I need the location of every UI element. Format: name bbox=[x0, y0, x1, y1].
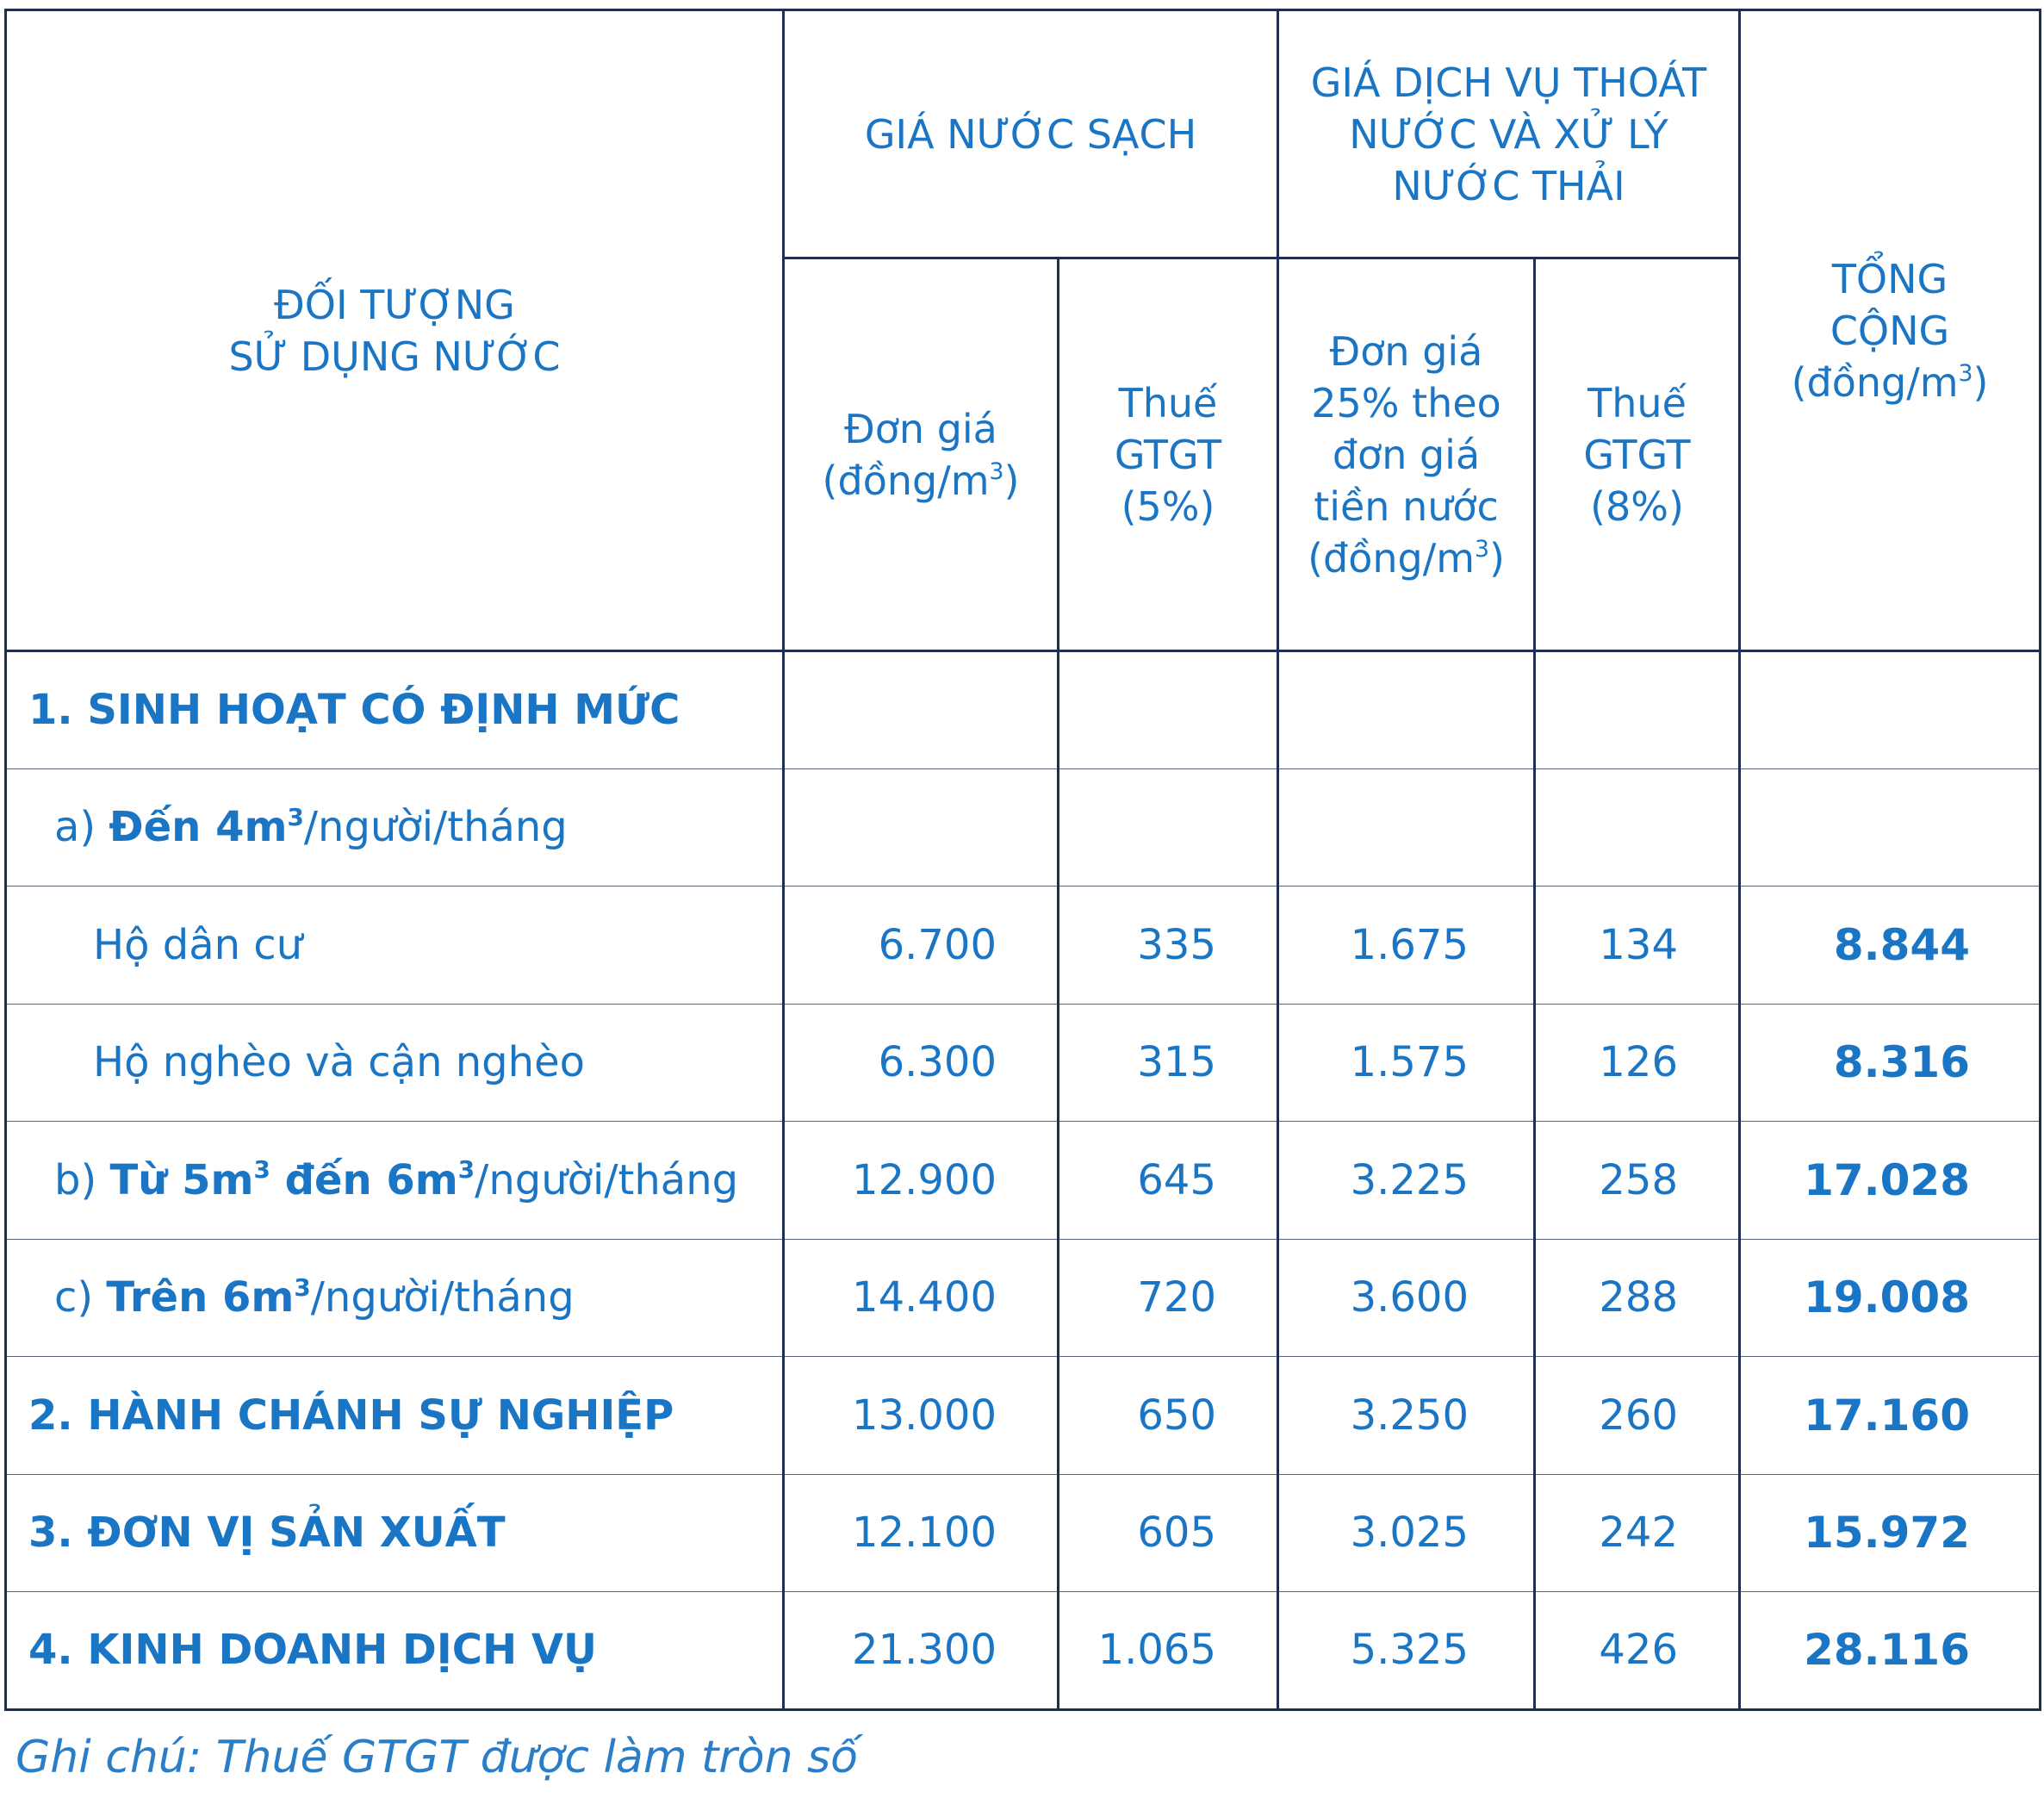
table-row bbox=[6, 1474, 2041, 1592]
drainage-cell: 5.325 bbox=[1278, 1592, 1535, 1710]
unit-price-cell: 21.300 bbox=[784, 1592, 1059, 1710]
row-label: 2. HÀNH CHÁNH SỰ NGHIỆP bbox=[6, 1357, 784, 1475]
drainage-cell: 1.675 bbox=[1278, 887, 1535, 1005]
drainage-cell: 3.225 bbox=[1278, 1122, 1535, 1240]
footnote: Ghi chú: Thuế GTGT được làm tròn số bbox=[16, 1732, 858, 1783]
vat8-cell: 134 bbox=[1535, 887, 1740, 1005]
table-row bbox=[6, 1592, 2041, 1710]
unit-price-cell: 13.000 bbox=[784, 1357, 1059, 1475]
drainage-cell bbox=[1278, 651, 1535, 769]
drainage-cell bbox=[1278, 768, 1535, 887]
header-subject: ĐỐI TƯỢNG SỬ DỤNG NƯỚC bbox=[6, 10, 784, 651]
row-label: a) Đến $4m^3/người$/tháng bbox=[6, 768, 784, 887]
vat5-cell: 645 bbox=[1059, 1122, 1278, 1240]
row-label: 3. ĐƠN VỊ SẢN XUẤT bbox=[6, 1474, 784, 1592]
vat8-cell: 260 bbox=[1535, 1357, 1740, 1475]
unit-price-cell bbox=[784, 768, 1059, 887]
total-cell: 17.160 bbox=[1740, 1357, 2041, 1475]
row-label: Hộ dân cư bbox=[6, 887, 784, 1005]
vat5-cell: 650 bbox=[1059, 1357, 1278, 1475]
vat8-cell bbox=[1535, 651, 1740, 769]
drainage-cell: 1.575 bbox=[1278, 1004, 1535, 1122]
table-row bbox=[6, 768, 2041, 887]
header-unit-price: Đơn giá $(đồng/m^3)$ bbox=[784, 258, 1059, 651]
total-cell: 8.316 bbox=[1740, 1004, 2041, 1122]
total-cell: 19.008 bbox=[1740, 1239, 2041, 1357]
header-vat-5: Thuế GTGT (5%) bbox=[1059, 258, 1278, 651]
vat5-cell: 315 bbox=[1059, 1004, 1278, 1122]
vat5-cell: 335 bbox=[1059, 887, 1278, 1005]
vat5-cell bbox=[1059, 651, 1278, 769]
vat5-cell bbox=[1059, 768, 1278, 887]
table-row bbox=[6, 1122, 2041, 1240]
table-row bbox=[6, 1239, 2041, 1357]
total-cell bbox=[1740, 768, 2041, 887]
vat5-cell: 605 bbox=[1059, 1474, 1278, 1592]
row-label: 4. KINH DOANH DỊCH VỤ bbox=[6, 1592, 784, 1710]
header-drainage-price: GIÁ DỊCH VỤ THOÁT NƯỚC VÀ XỬ LÝ NƯỚC THẢI bbox=[1278, 10, 1740, 258]
row-label: 1. SINH HOẠT CÓ ĐỊNH MỨC bbox=[6, 651, 784, 769]
row-label: c) Trên $6m^3/người$/tháng bbox=[6, 1239, 784, 1357]
header-clean-water-price: GIÁ NƯỚC SẠCH bbox=[784, 10, 1278, 258]
unit-price-cell: 14.400 bbox=[784, 1239, 1059, 1357]
table-row bbox=[6, 887, 2041, 1005]
drainage-cell: 3.025 bbox=[1278, 1474, 1535, 1592]
water-price-table bbox=[4, 9, 2041, 1711]
total-cell: 8.844 bbox=[1740, 887, 2041, 1005]
table-row bbox=[6, 1004, 2041, 1122]
vat8-cell: 426 bbox=[1535, 1592, 1740, 1710]
unit-price-cell bbox=[784, 651, 1059, 769]
total-cell: 15.972 bbox=[1740, 1474, 2041, 1592]
vat8-cell: 288 bbox=[1535, 1239, 1740, 1357]
header-total: TỔNG CỘNG $(đồng/m^3)$ bbox=[1740, 10, 2041, 651]
unit-price-cell: 6.300 bbox=[784, 1004, 1059, 1122]
drainage-cell: 3.600 bbox=[1278, 1239, 1535, 1357]
unit-price-cell: 12.900 bbox=[784, 1122, 1059, 1240]
vat5-cell: 1.065 bbox=[1059, 1592, 1278, 1710]
total-cell: 17.028 bbox=[1740, 1122, 2041, 1240]
total-cell: 28.116 bbox=[1740, 1592, 2041, 1710]
vat8-cell: 126 bbox=[1535, 1004, 1740, 1122]
vat8-cell: 242 bbox=[1535, 1474, 1740, 1592]
vat8-cell bbox=[1535, 768, 1740, 887]
row-label: b) Từ $5m^3$ đến $6m^3/người$/tháng bbox=[6, 1122, 784, 1240]
vat5-cell: 720 bbox=[1059, 1239, 1278, 1357]
vat8-cell: 258 bbox=[1535, 1122, 1740, 1240]
header-vat-8: Thuế GTGT (8%) bbox=[1535, 258, 1740, 651]
table-row bbox=[6, 651, 2041, 769]
table-row bbox=[6, 1357, 2041, 1475]
row-label: Hộ nghèo và cận nghèo bbox=[6, 1004, 784, 1122]
unit-price-cell: 12.100 bbox=[784, 1474, 1059, 1592]
total-cell bbox=[1740, 651, 2041, 769]
drainage-cell: 3.250 bbox=[1278, 1357, 1535, 1475]
unit-price-cell: 6.700 bbox=[784, 887, 1059, 1005]
header-drainage-unit-price: Đơn giá 25% theo đơn giá tiền nước $(đồng/m^3)$ bbox=[1278, 258, 1535, 651]
